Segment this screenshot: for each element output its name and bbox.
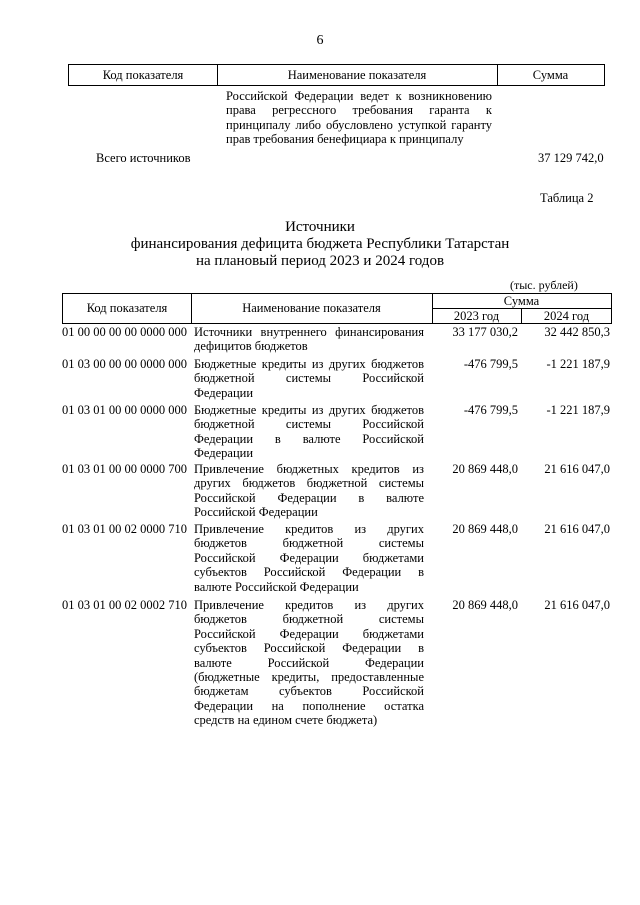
table-label: Таблица 2 (540, 191, 594, 205)
row-name-line: Российской Федерации бюджетами (194, 550, 424, 565)
row-value-2024: -1 221 187,9 (546, 357, 610, 371)
top-table-header (68, 64, 605, 86)
row-name (194, 598, 424, 728)
row-name-line: бюджетов бюджетной системы (194, 536, 424, 551)
row-value-2024: 21 616 047,0 (544, 522, 610, 536)
header-name: Наименование показателя (217, 65, 498, 85)
row-value-2023: -476 799,5 (463, 357, 518, 371)
row-name-line: Федерации на пополнение остатка (194, 698, 424, 713)
row-value-2024: 32 442 850,3 (544, 325, 610, 339)
row-name (194, 325, 424, 354)
row-name-line: Федерации в валюте Российской (194, 431, 424, 446)
row-value-2024: 21 616 047,0 (544, 462, 610, 476)
row-name-line: Бюджетные кредиты из других бюджетов (194, 403, 424, 417)
row-name-line: (бюджетные кредиты, предоставленные (194, 670, 424, 685)
row-name-line: дефицитов бюджетов (194, 339, 308, 354)
row-name (194, 462, 424, 520)
row-value-2023: 20 869 448,0 (452, 462, 518, 476)
continued-line: прав требования бенефициара к принципалу (226, 132, 464, 147)
row-name-line: средств на едином счете бюджета) (194, 713, 378, 728)
row-code: 01 03 00 00 00 0000 000 (62, 357, 187, 371)
title-line-3: на плановый период 2023 и 2024 годов (195, 253, 445, 269)
row-name (194, 403, 424, 461)
row-code: 01 03 01 00 02 0002 710 (62, 598, 187, 612)
row-value-2024: -1 221 187,9 (546, 403, 610, 417)
row-name-line: Бюджетные кредиты из других бюджетов (194, 357, 424, 371)
row-code: 01 03 01 00 00 0000 000 (62, 403, 187, 417)
row-name (194, 522, 424, 594)
total-value: 37 129 742,0 (538, 151, 604, 165)
continued-line: принципалу либо обусловлено уступкой гаранту (226, 117, 492, 132)
row-value-2023: 20 869 448,0 (452, 522, 518, 536)
main-header-sum: Сумма (432, 294, 611, 309)
main-header-name: Наименование показателя (191, 294, 433, 323)
page-number: 6 (316, 33, 324, 48)
row-name-line: валюте Российской Федерации (194, 579, 359, 594)
row-code: 01 03 01 00 00 0000 700 (62, 462, 187, 476)
continued-line: Российской Федерации ведет к возникновению (226, 89, 492, 103)
row-name-line: субъектов Российской Федерации в (194, 641, 424, 656)
row-name-line: Привлечение кредитов из других (194, 598, 424, 612)
row-name-line: бюджетной системы Российской (194, 417, 424, 432)
row-name-line: Федерации (194, 446, 254, 461)
header-code: Код показателя (69, 65, 218, 85)
row-name-line: других бюджетов бюджетной системы (194, 476, 424, 491)
row-value-2023: 20 869 448,0 (452, 598, 518, 612)
row-name-line: Российской Федерации бюджетами (194, 626, 424, 641)
row-code: 01 03 01 00 02 0000 710 (62, 522, 187, 536)
total-label: Всего источников (96, 151, 191, 165)
main-header-year-2024: 2024 год (543, 309, 590, 323)
main-table-header (62, 293, 612, 324)
row-value-2024: 21 616 047,0 (544, 598, 610, 612)
row-name-line: бюджетной системы Российской (194, 371, 424, 386)
row-name-line: Федерации (194, 385, 254, 400)
main-header-year-2023: 2023 год (432, 309, 522, 323)
row-name-line: субъектов Российской Федерации в (194, 565, 424, 580)
row-name-line: бюджетам субъектов Российской (194, 684, 424, 699)
title-line-1: Источники (285, 219, 355, 235)
title-line-2: финансирования дефицита бюджета Республики Татарстан (130, 236, 510, 252)
row-name-line: валюте Российской Федерации (194, 655, 424, 670)
row-name-line: бюджетов бюджетной системы (194, 612, 424, 627)
row-value-2023: 33 177 030,2 (452, 325, 518, 339)
row-name-line: Привлечение бюджетных кредитов из (194, 462, 424, 476)
continued-description (226, 89, 492, 147)
continued-line: права регрессного требования гаранта к (226, 103, 492, 118)
row-name-line: Источники внутреннего финансирования (194, 325, 424, 339)
main-header-code: Код показателя (63, 294, 192, 323)
row-name-line: Привлечение кредитов из других (194, 522, 424, 536)
row-name (194, 357, 424, 400)
header-sum: Сумма (532, 68, 569, 82)
row-name-line: Российской Федерации в валюте (194, 490, 424, 505)
units-label: (тыс. рублей) (510, 278, 578, 292)
row-name-line: Российской Федерации (194, 505, 318, 520)
row-value-2023: -476 799,5 (463, 403, 518, 417)
row-code: 01 00 00 00 00 0000 000 (62, 325, 187, 339)
